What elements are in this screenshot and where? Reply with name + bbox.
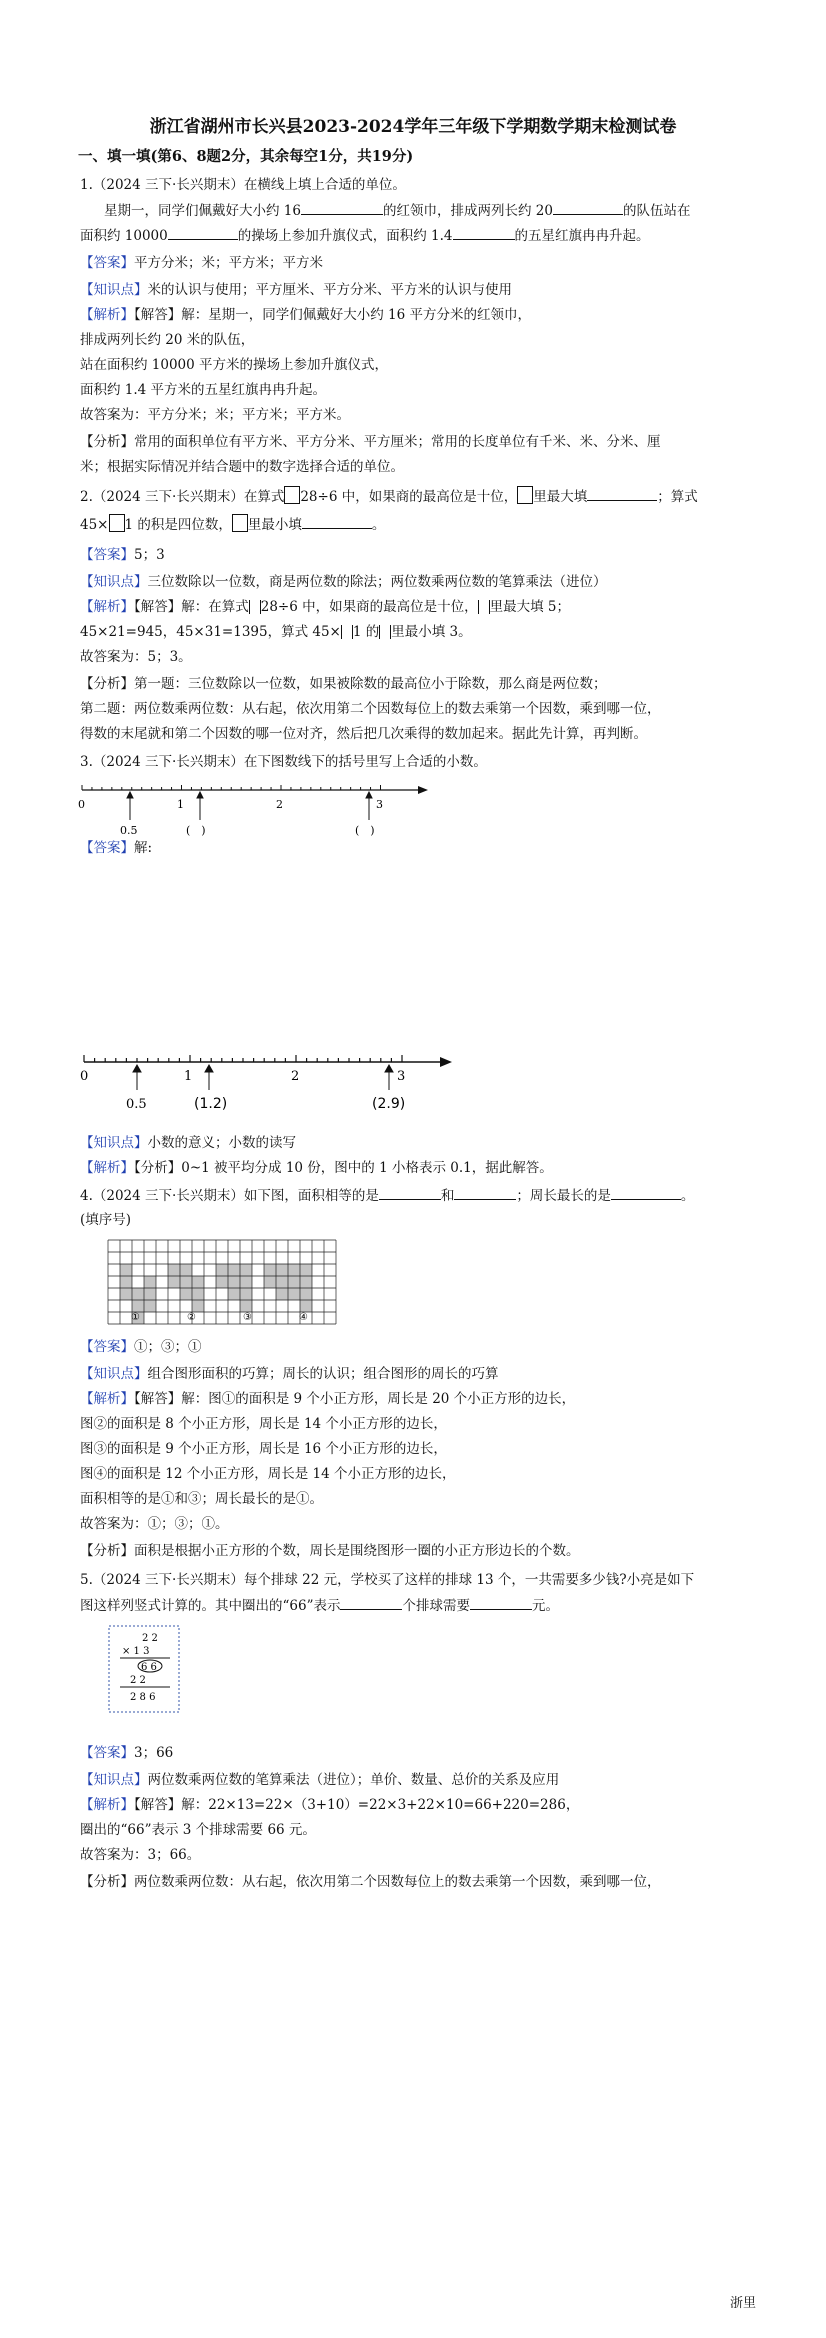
blank[interactable]	[470, 1595, 532, 1610]
q1-stem-line2: 面积约 10000 的操场上参加升旗仪式，面积约 1.4 的五星红旗冉冉升起。	[80, 225, 650, 246]
blank[interactable]	[454, 1185, 516, 1200]
calc-row: 2 2	[142, 1633, 158, 1644]
figure-label: ②	[187, 1312, 196, 1323]
point-label: 0.5	[126, 1097, 147, 1112]
q5-answer: 【答案】3；66	[80, 1745, 174, 1761]
tick-label: 0	[80, 1069, 89, 1084]
q2-stem-line2: 45× 1 的积是四位数， 里最小填 。	[80, 514, 385, 535]
section-heading: 一、填一填(第6、8题2分，其余每空1分，共19分)	[78, 148, 414, 165]
digit-box	[478, 600, 490, 614]
q5-explanation: 【分析】两位数乘两位数：从右起，依次用第二个因数每位上的数去乘第一个因数，乘到哪一位，	[80, 1874, 661, 1890]
q2-analysis: 【解析】【解答】解：在算式 28÷6 中，如果商的最高位是十位， 里最大填 5；	[80, 599, 571, 615]
calc-row: 2 8 6	[130, 1692, 156, 1703]
tick-label: 3	[397, 1069, 406, 1084]
blank[interactable]	[553, 200, 623, 215]
q1-analysis: 【解析】【解答】解：星期一，同学们佩戴好大小约 16 平方分米的红领巾，	[80, 307, 532, 323]
answer-value: (2.9)	[372, 1096, 406, 1112]
footer-text: 浙里	[729, 2296, 756, 2311]
q5-analysis-line: 圈出的“66”表示 3 个排球需要 66 元。	[80, 1822, 316, 1838]
q1-stem-line1: 星期一，同学们佩戴好大小约 16 的红领巾，排成两列长约 20 的队伍站在	[104, 200, 690, 221]
q5-stem-line1: 5.（2024 三下·长兴期末）每个排球 22 元，学校买了这样的排球 13 个，一共需要多少钱?小亮是如下	[80, 1572, 695, 1588]
q4-answer: 【答案】①；③；①	[80, 1339, 202, 1355]
number-line-answer	[82, 1040, 462, 1118]
blank[interactable]	[453, 225, 515, 240]
blank[interactable]	[302, 514, 372, 529]
q5-analysis: 【解析】【解答】解：22×13=22×（3+10）=22×3+22×10=66+220=286，	[80, 1797, 580, 1813]
q4-analysis-line: 故答案为：①；③；①。	[80, 1516, 229, 1532]
answer-value: (1.2)	[194, 1096, 228, 1112]
q1-answer: 【答案】平方分米；米；平方米；平方米	[80, 255, 323, 271]
figure-label: ③	[243, 1312, 252, 1323]
blank[interactable]	[301, 200, 383, 215]
q4-explanation: 【分析】面积是根据小正方形的个数，周长是围绕图形一圈的小正方形边长的个数。	[80, 1543, 580, 1559]
digit-box	[379, 625, 391, 639]
tick-label: 2	[291, 1069, 300, 1084]
q4-analysis-line: 图④的面积是 12 个小正方形，周长是 14 个小正方形的边长，	[80, 1466, 456, 1482]
q1-analysis-line: 面积约 1.4 平方米的五星红旗冉冉升起。	[80, 382, 327, 398]
digit-box[interactable]	[232, 514, 248, 532]
page-title: 浙江省湖州市长兴县2023-2024学年三年级下学期数学期末检测试卷	[149, 117, 677, 137]
q3-header: 3.（2024 三下·长兴期末）在下图数线下的括号里写上合适的小数。	[80, 754, 487, 770]
q1-explanation: 【分析】常用的面积单位有平方米、平方分米、平方厘米；常用的长度单位有千米、米、分米、厘	[80, 434, 661, 450]
q3-analysis: 【解析】【分析】0~1 被平均分成 10 份，图中的 1 小格表示 0.1，据此解答。	[80, 1160, 553, 1176]
q2-knowledge: 【知识点】三位数除以一位数，商是两位数的除法；两位数乘两位数的笔算乘法（进位）	[80, 574, 607, 590]
tick-label: 2	[276, 798, 283, 811]
tick-label: 1	[177, 798, 184, 811]
q4-knowledge: 【知识点】组合图形面积的巧算；周长的认识；组合图形的周长的巧算	[80, 1366, 499, 1382]
tick-label: 3	[376, 798, 383, 811]
calc-row: 6 6	[141, 1662, 157, 1673]
answer-paren: ( )	[355, 824, 375, 837]
digit-box[interactable]	[517, 486, 533, 504]
answer-paren: ( )	[186, 824, 206, 837]
tick-label: 1	[184, 1069, 193, 1084]
digit-box[interactable]	[109, 514, 125, 532]
q4-analysis: 【解析】【解答】解：图①的面积是 9 个小正方形，周长是 20 个小正方形的边长，	[80, 1391, 576, 1407]
digit-box	[249, 600, 261, 614]
q2-analysis-line: 45×21=945，45×31=1395，算式 45× 1 的 里最小填 3。	[80, 624, 472, 640]
q4-analysis-line: 图③的面积是 9 个小正方形，周长是 16 个小正方形的边长，	[80, 1441, 447, 1457]
q2-explanation: 得数的末尾就和第二个因数的哪一位对齐，然后把几次乘得的数加起来。据此先计算，再判断。	[80, 726, 647, 742]
calc-row: 2 2	[130, 1675, 146, 1686]
q2-stem-line1: 2.（2024 三下·长兴期末）在算式 28÷6 中，如果商的最高位是十位， 里最大填 ；算式	[80, 486, 698, 507]
digit-box	[341, 625, 353, 639]
q1-knowledge: 【知识点】米的认识与使用；平方厘米、平方分米、平方米的认识与使用	[80, 282, 512, 298]
number-line-question	[80, 772, 440, 842]
blank[interactable]	[379, 1185, 441, 1200]
q1-analysis-line: 站在面积约 10000 平方米的操场上参加升旗仪式，	[80, 357, 389, 373]
vertical-calculation	[108, 1625, 180, 1713]
q3-answer: 【答案】解:	[80, 840, 153, 856]
arrow-marker	[127, 792, 372, 820]
calc-row: × 1 3	[122, 1646, 150, 1657]
q1-header: 1.（2024 三下·长兴期末）在横线上填上合适的单位。	[80, 177, 406, 193]
tick-label: 0	[78, 798, 85, 811]
q2-explanation: 【分析】第一题：三位数除以一位数，如果被除数的最高位小于除数，那么商是两位数；	[80, 676, 607, 692]
q1-analysis-line: 排成两列长约 20 米的队伍，	[80, 332, 255, 348]
blank[interactable]	[611, 1185, 681, 1200]
q4-stem: 4.（2024 三下·长兴期末）如下图，面积相等的是 和 ；周长最长的是 。	[80, 1185, 694, 1206]
q4-note: (填序号)	[80, 1212, 132, 1228]
q2-answer: 【答案】5；3	[80, 547, 165, 563]
blank[interactable]	[587, 486, 657, 501]
figure-label: ①	[131, 1312, 140, 1323]
q4-analysis-line: 图②的面积是 8 个小正方形，周长是 14 个小正方形的边长，	[80, 1416, 447, 1432]
q1-explanation: 米；根据实际情况并结合题中的数字选择合适的单位。	[80, 459, 404, 475]
blank[interactable]	[340, 1595, 402, 1610]
blank[interactable]	[168, 225, 238, 240]
q5-knowledge: 【知识点】两位数乘两位数的笔算乘法（进位）；单价、数量、总价的关系及应用	[80, 1772, 560, 1788]
q3-knowledge: 【知识点】小数的意义；小数的读写	[80, 1135, 296, 1151]
q5-stem-line2: 图这样列竖式计算的。其中圈出的“66”表示 个排球需要 元。	[80, 1595, 559, 1616]
q2-analysis-line: 故答案为：5；3。	[80, 649, 192, 665]
figure-label: ④	[299, 1312, 308, 1323]
grid-figure	[106, 1238, 346, 1324]
q1-analysis-line: 故答案为：平方分米；米；平方米；平方米。	[80, 407, 350, 423]
point-label: 0.5	[120, 824, 138, 837]
digit-box[interactable]	[284, 486, 300, 504]
q5-analysis-line: 故答案为：3；66。	[80, 1847, 201, 1863]
q2-explanation: 第二题：两位数乘两位数：从右起，依次用第二个因数每位上的数去乘第一个因数，乘到哪一位，	[80, 701, 661, 717]
q4-analysis-line: 面积相等的是①和③；周长最长的是①。	[80, 1491, 323, 1507]
